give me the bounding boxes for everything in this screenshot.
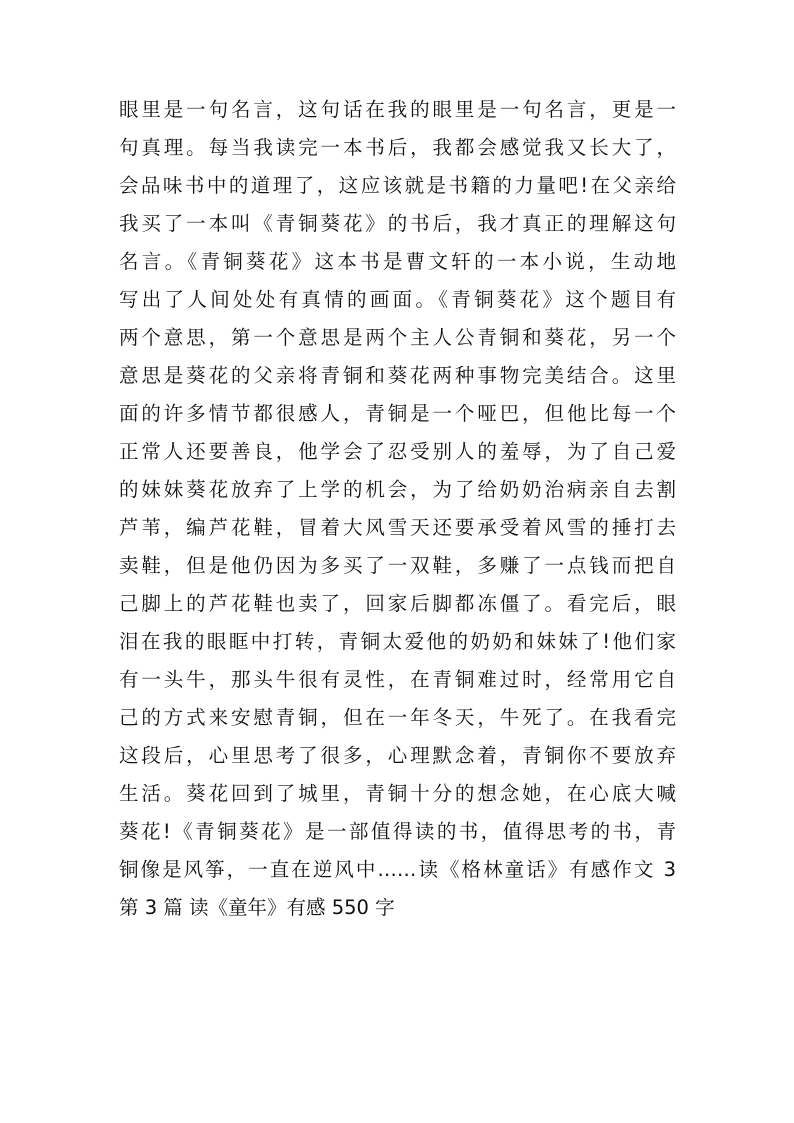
text-line-7: 两个意思，第一个意思是两个主人公青铜和葵花，另一个: [119, 326, 676, 349]
text-line-1: 眼里是一句名言，这句话在我的眼里是一句名言，更是一: [119, 98, 676, 121]
text-line-5: 名言。《青铜葵花》这本书是曹文轩的一本小说，生动地: [119, 250, 676, 273]
text-line-21: 铜像是风筝，一直在逆风中……读《格林童话》有感作文 3: [119, 858, 676, 881]
text-line-14: 己脚上的芦花鞋也卖了，回家后脚都冻僵了。看完后，眼: [119, 592, 676, 615]
text-line-11: 的妹妹葵花放弃了上学的机会，为了给奶奶治病亲自去割: [119, 478, 676, 501]
text-line-10: 正常人还要善良，他学会了忍受别人的羞辱，为了自己爱: [119, 440, 676, 463]
text-line-18: 这段后，心里思考了很多，心理默念着，青铜你不要放弃: [119, 744, 676, 767]
text-line-12: 芦苇，编芦花鞋，冒着大风雪天还要承受着风雪的捶打去: [119, 516, 676, 539]
text-line-20: 葵花!《青铜葵花》是一部值得读的书，值得思考的书，青: [119, 820, 676, 843]
text-line-19: 生活。葵花回到了城里，青铜十分的想念她，在心底大喊: [119, 782, 676, 805]
text-line-6: 写出了人间处处有真情的画面。《青铜葵花》这个题目有: [119, 288, 676, 311]
text-line-16: 有一头牛，那头牛很有灵性，在青铜难过时，经常用它自: [119, 668, 676, 691]
text-line-15: 泪在我的眼眶中打转，青铜太爱他的奶奶和妹妹了!他们家: [119, 630, 676, 653]
text-line-3: 会品味书中的道理了，这应该就是书籍的力量吧!在父亲给: [119, 174, 676, 197]
section-heading: 第 3 篇 读《童年》有感 550 字: [119, 896, 395, 919]
text-line-4: 我买了一本叫《青铜葵花》的书后，我才真正的理解这句: [119, 212, 676, 235]
text-line-8: 意思是葵花的父亲将青铜和葵花两种事物完美结合。这里: [119, 364, 676, 387]
text-line-13: 卖鞋，但是他仍因为多买了一双鞋，多赚了一点钱而把自: [119, 554, 676, 577]
text-line-2: 句真理。每当我读完一本书后，我都会感觉我又长大了，: [119, 136, 676, 159]
essay-body: [119, 91, 676, 927]
text-line-17: 己的方式来安慰青铜，但在一年冬天，牛死了。在我看完: [119, 706, 676, 729]
text-line-9: 面的许多情节都很感人，青铜是一个哑巴，但他比每一个: [119, 402, 676, 425]
